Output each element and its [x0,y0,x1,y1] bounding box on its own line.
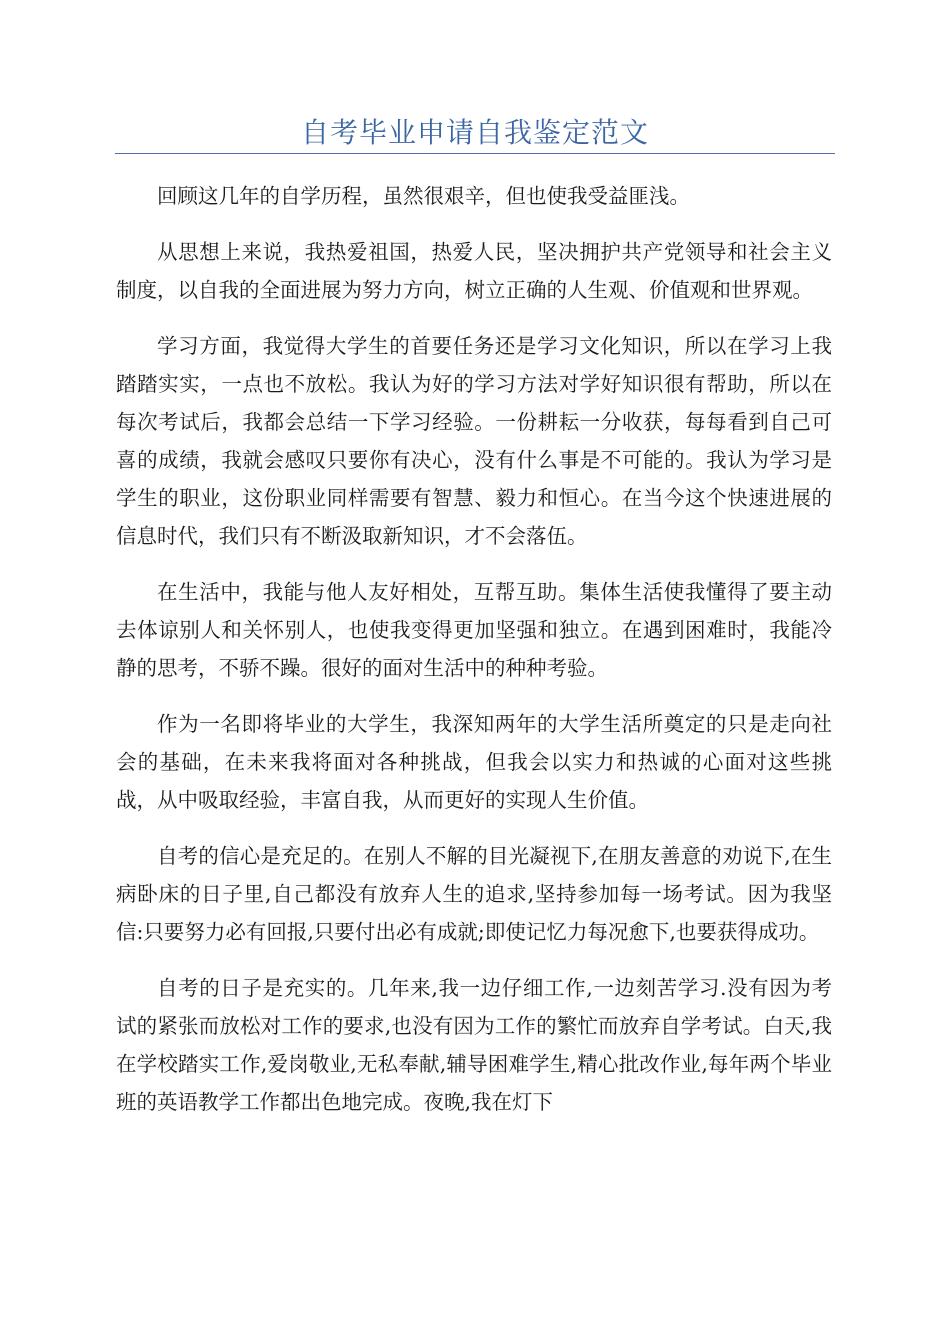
title-divider [115,153,835,154]
paragraph-1: 回顾这几年的自学历程，虽然很艰辛，但也使我受益匪浅。 [157,184,690,208]
paragraph-7: 自考的日子是充实的。几年来,我一边仔细工作,一边刻苦学习.没有因为考试的紧张而放松对工作的要求,也没有因为工作的繁忙而放弃自学考试。白天,我在学校踏实工作,爱岗敬业,无私奉献,辅导困难学生,精心批改作业,每年两个毕业班的英语教学工作都出色地完成。夜晚,我在灯下 [116,976,832,1114]
paragraph-6: 自考的信心是充足的。在别人不解的目光凝视下,在朋友善意的劝说下,在生病卧床的日子里,自己都没有放弃人生的追求,坚持参加每一场考试。因为我坚信:只要努力必有回报,只要付出必有成就;即使记忆力每况愈下,也要获得成功。 [116,844,832,944]
page-title: 自考毕业申请自我鉴定范文 [300,116,649,149]
document-body [116,177,832,1139]
paragraph-5: 作为一名即将毕业的大学生，我深知两年的大学生活所奠定的只是走向社会的基础，在未来我将面对各种挑战，但我会以实力和热诚的心面对这些挑战，从中吸取经验，丰富自我，从而更好的实现人生价值。 [116,712,832,812]
paragraph-4: 在生活中，我能与他人友好相处，互帮互助。集体生活使我懂得了要主动去体谅别人和关怀别人，也使我变得更加坚强和独立。在遇到困难时，我能冷静的思考，不骄不躁。很好的面对生活中的种种考验。 [116,580,832,680]
paragraph-3: 学习方面，我觉得大学生的首要任务还是学习文化知识，所以在学习上我踏踏实实，一点也不放松。我认为好的学习方法对学好知识很有帮助，所以在每次考试后，我都会总结一下学习经验。一份耕耘一分收获，每每看到自己可喜的成绩，我就会感叹只要你有决心，没有什么事是不可能的。我认为学习是学生的职业，这份职业同样需要有智慧、毅力和恒心。在当今这个快速进展的信息时代，我们只有不断汲取新知识，才不会落伍。 [116,334,832,548]
paragraph-2: 从思想上来说，我热爱祖国，热爱人民，坚决拥护共产党领导和社会主义制度，以自我的全面进展为努力方向，树立正确的人生观、价值观和世界观。 [116,240,832,302]
